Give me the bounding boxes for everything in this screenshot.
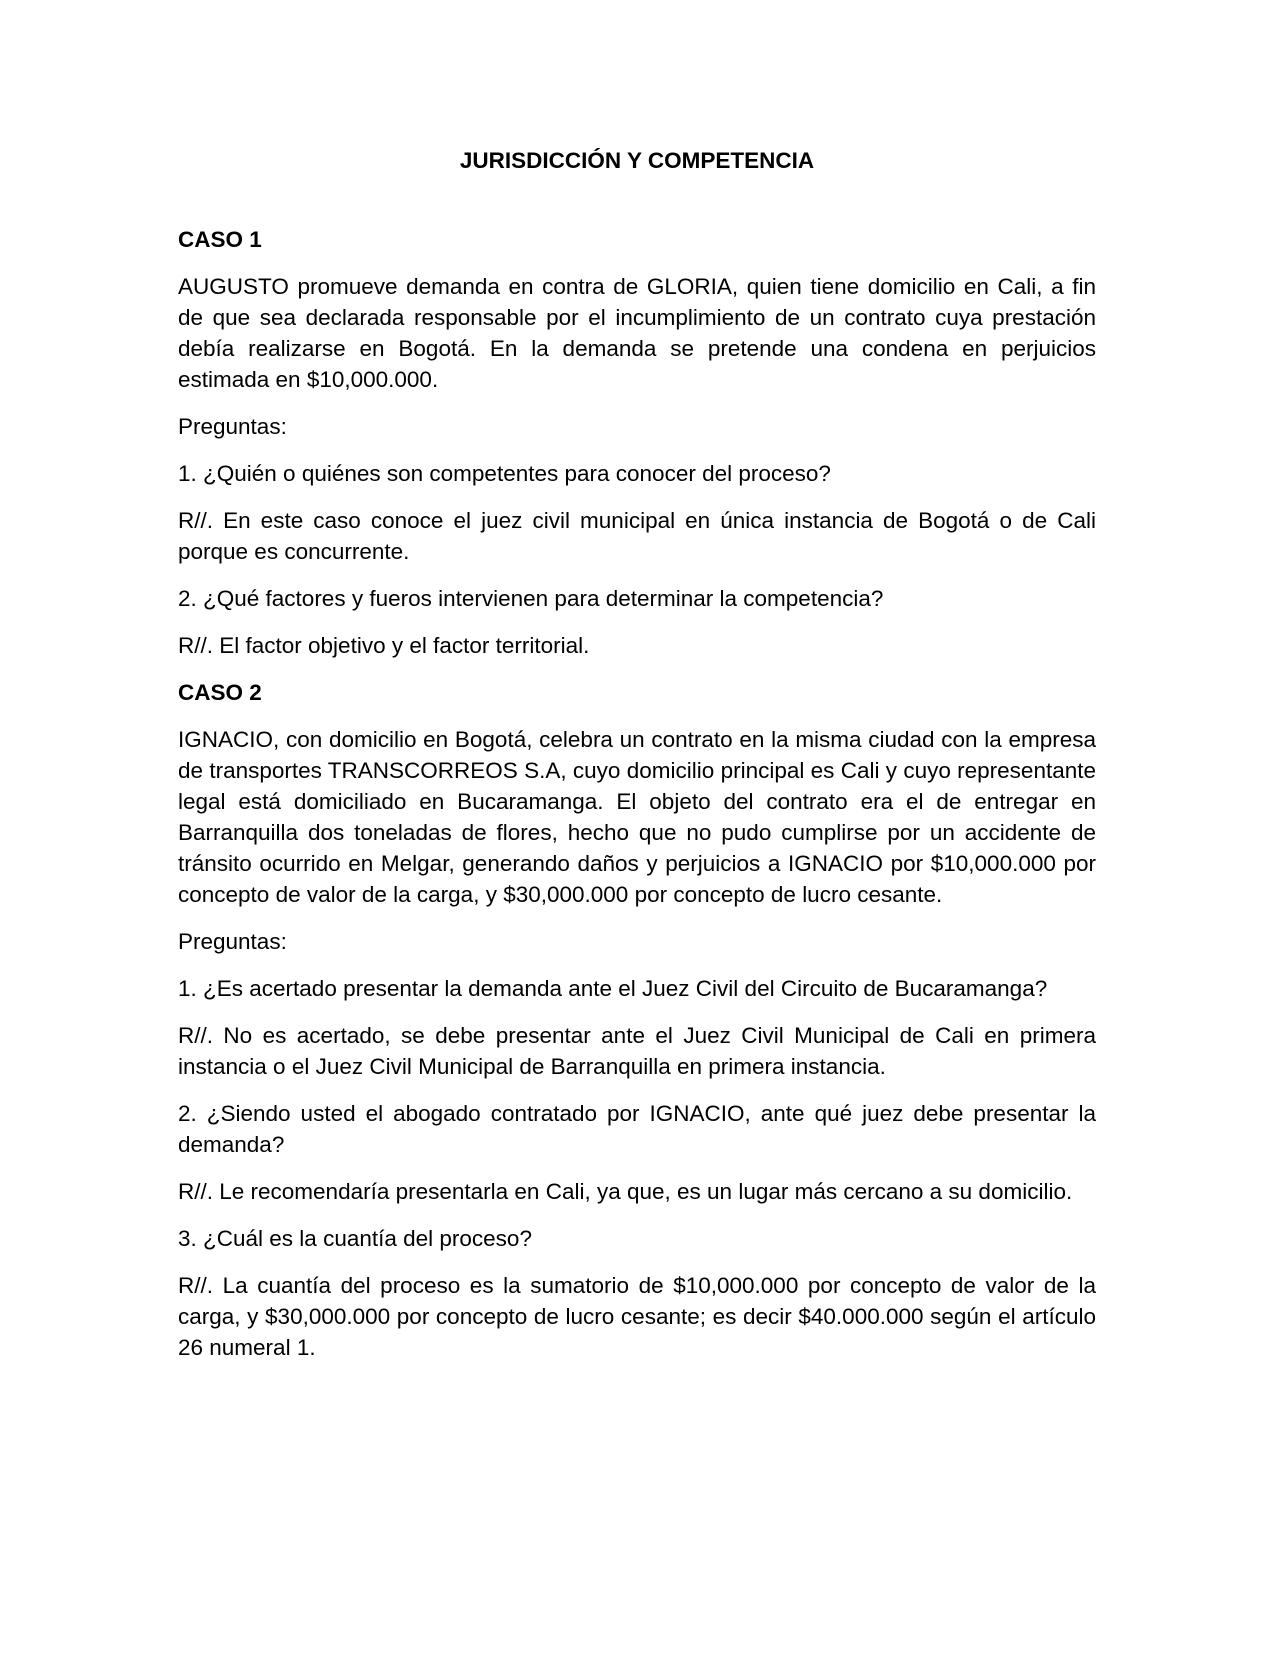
case-1-answer-2: R//. El factor objetivo y el factor territorial. bbox=[178, 633, 590, 658]
case-2-question-2: 2. ¿Siendo usted el abogado contratado por IGNACIO, ante qué juez debe presentar la demanda? bbox=[178, 1101, 1096, 1157]
case-2-question-1: 1. ¿Es acertado presentar la demanda ante el Juez Civil del Circuito de Bucaramanga? bbox=[178, 976, 1048, 1001]
case-2-question-3: 3. ¿Cuál es la cuantía del proceso? bbox=[178, 1226, 532, 1251]
case-2-answer-3: R//. La cuantía del proceso es la sumatorio de $10,000.000 por concepto de valor de la carga, y $30,000.000 por concepto de lucro cesante; es decir $40.000.000 según el artículo 26 numeral 1. bbox=[178, 1273, 1096, 1360]
case-1-answer-1: R//. En este caso conoce el juez civil municipal en única instancia de Bogotá o de Cali porque es concurrente. bbox=[178, 508, 1096, 564]
case-1-questions-label: Preguntas: bbox=[178, 414, 287, 439]
document-body bbox=[178, 144, 1096, 1379]
case-1-heading: CASO 1 bbox=[178, 227, 262, 252]
case-2-heading: CASO 2 bbox=[178, 680, 262, 705]
case-1-question-2: 2. ¿Qué factores y fueros intervienen para determinar la competencia? bbox=[178, 586, 884, 611]
document-title: JURISDICCIÓN Y COMPETENCIA bbox=[459, 148, 815, 173]
case-2-answer-1: R//. No es acertado, se debe presentar ante el Juez Civil Municipal de Cali en primera instancia o el Juez Civil Municipal de Barranquilla en primera instancia. bbox=[178, 1023, 1096, 1079]
case-2-questions-label: Preguntas: bbox=[178, 929, 287, 954]
case-2-statement: IGNACIO, con domicilio en Bogotá, celebra un contrato en la misma ciudad con la empresa de transportes TRANSCORREOS S.A, cuyo domicilio principal es Cali y cuyo representante legal está domiciliado en Bucaramanga. El objeto del contrato era el de entregar en Barranquilla dos toneladas de flores, hecho que no pudo cumplirse por un accidente de tránsito ocurrido en Melgar, generando daños y perjuicios a IGNACIO por $10,000.000 por concepto de valor de la carga, y $30,000.000 por concepto de lucro cesante. bbox=[178, 727, 1096, 907]
case-1-statement: AUGUSTO promueve demanda en contra de GLORIA, quien tiene domicilio en Cali, a fin de que sea declarada responsable por el incumplimiento de un contrato cuya prestación debía realizarse en Bogotá. En la demanda se pretende una condena en perjuicios estimada en $10,000.000. bbox=[178, 274, 1096, 392]
case-1-question-1: 1. ¿Quién o quiénes son competentes para conocer del proceso? bbox=[178, 461, 831, 486]
case-2-answer-2: R//. Le recomendaría presentarla en Cali, ya que, es un lugar más cercano a su domicilio. bbox=[178, 1179, 1073, 1204]
